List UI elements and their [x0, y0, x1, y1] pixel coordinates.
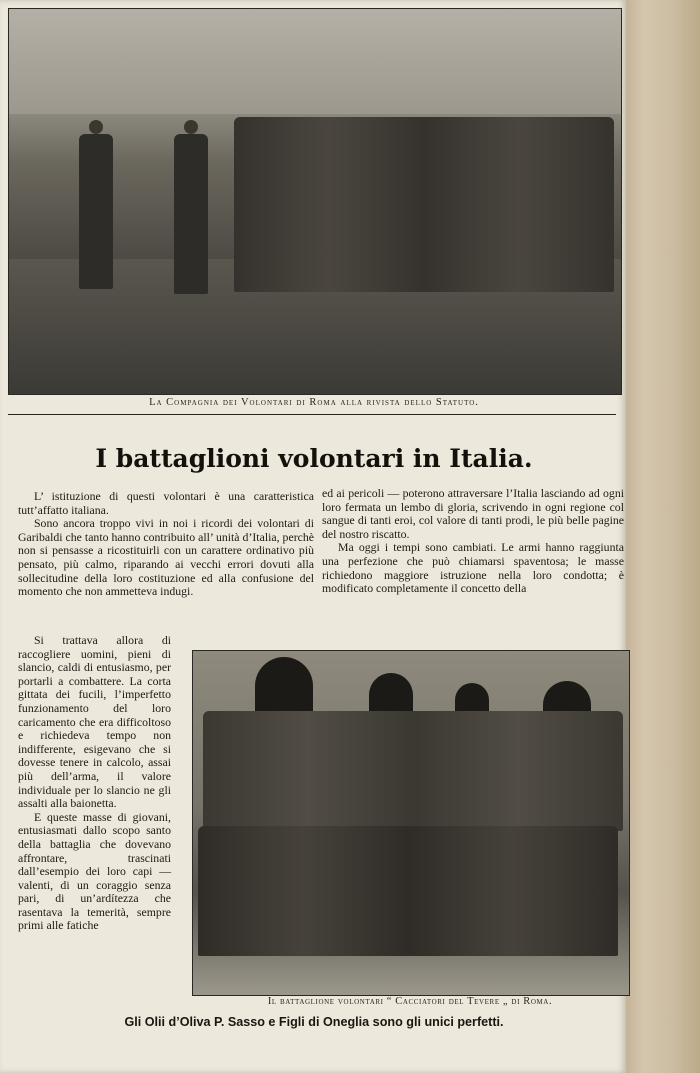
footer-advertisement: Gli Olii d’Oliva P. Sasso e Figli di Oneglia sono gli unici perfetti.	[124, 1015, 504, 1029]
paragraph: Sono ancora troppo vivi in noi i ricordi dei volontari di Garibaldi che tanto hanno contribuito all’ unità d’Italia, perchè non si pensasse a ricostituirli con un carattere ordinativo più pensato, più calmo, riparando ai vecchi errori dovuti alla sollecitudine della loro costituzione ed alla confusione del momento che non ammetteva indugi.	[18, 516, 314, 599]
paragraph: E queste masse di giovani, entusiasmati dallo scopo santo della battaglia che dovevano affrontare, trascinati dall’esempio dei loro capi — valenti, di un coraggio senza pari, di un’ardítezza che rasentava la temerità, sempre primi alle fatiche	[18, 809, 171, 933]
battalion-group-photo	[192, 650, 630, 996]
article-column-left	[18, 490, 314, 599]
caption-divider	[8, 414, 616, 415]
standing-soldiers	[203, 711, 623, 831]
paragraph: Ma oggi i tempi sono cambiati. Le armi hanno raggiunta una perfezione che può chiamarsi spaventosa; le masse richiedono maggiore istruzione nella loro condotta; è modificato completamente il concetto della	[322, 540, 624, 596]
top-photo-caption: La Compagnia dei Volontari di Roma alla rivista dello Statuto.	[149, 397, 479, 408]
officer-figure	[79, 134, 113, 289]
article-title: I battaglioni volontari in Italia.	[95, 444, 533, 473]
soldiers-in-line	[234, 117, 614, 292]
officer-figure	[174, 134, 208, 294]
volunteer-company-photo	[8, 8, 622, 395]
paragraph: Si trattava allora di raccogliere uomini, pieni di slancio, caldi di entusiasmo, per portarli a combattere. La corta gittata dei fucili, l’imperfetto funzionamento del loro caricamento che era difficoltoso e richiedeva tempo non indifferente, esigevano che si dovesse tenere in calcolo, assai più dell’arma, il valore individuale per lo slancio ne gli assalti alla baionetta.	[18, 633, 171, 811]
photo-sky	[9, 9, 621, 114]
paragraph: ed ai pericoli — poterono attraversare l’Italia lasciando ad ogni loro fermata un lembo di gloria, scrivendo in ogni regione col sangue di tanti eroi, col valore di tanti prodi, le più belle pagine del nostro riscatto.	[322, 486, 624, 541]
article-column-narrow	[18, 634, 171, 933]
article-column-right	[322, 487, 624, 596]
paragraph: L’ istituzione di questi volontari è una caratteristica tutt’affatto italiana.	[18, 489, 314, 517]
bottom-photo-caption: Il battaglione volontari “ Cacciatori del Tevere „ di Roma.	[267, 996, 553, 1007]
seated-soldiers	[198, 826, 618, 956]
